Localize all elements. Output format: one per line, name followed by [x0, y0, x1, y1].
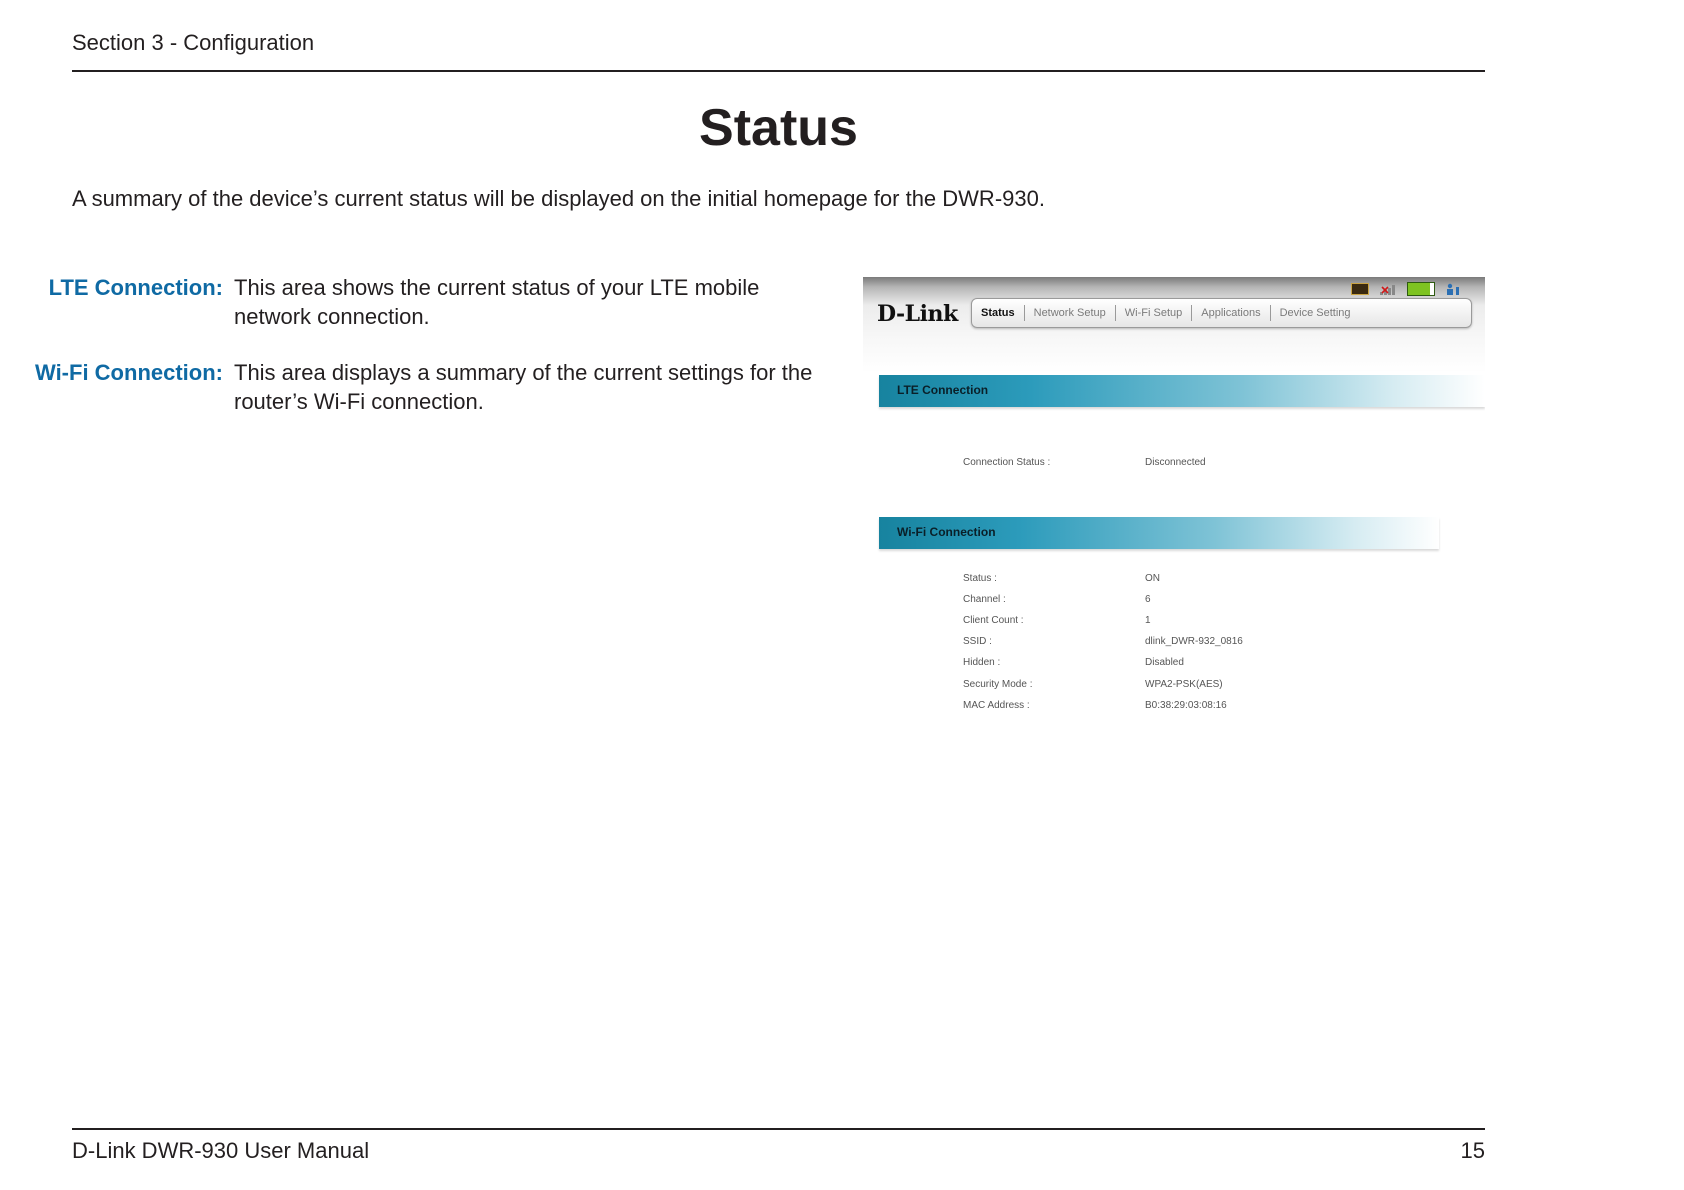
lte-connection-bar [879, 375, 1485, 407]
wifi-ssid-value: dlink_DWR-932_0816 [1145, 636, 1243, 647]
desc-wifi-connection: This area displays a summary of the current settings for the router’s Wi-Fi connection. [234, 360, 813, 414]
router-header [863, 277, 1485, 373]
term-lte-connection: LTE Connection: [48, 275, 223, 300]
wifi-channel-label: Channel : [963, 594, 1006, 605]
sim-icon [1351, 283, 1369, 295]
nav-tabs [971, 298, 1472, 328]
tab-status[interactable]: Status [972, 305, 1025, 321]
term-wifi-connection: Wi-Fi Connection: [35, 360, 223, 385]
wifi-client-count-label: Client Count : [963, 615, 1024, 626]
lte-connection-status-label: Connection Status : [963, 457, 1051, 468]
wifi-connection-bar [879, 517, 1439, 549]
dlink-logo: D-Link [877, 301, 958, 327]
wifi-security-mode-label: Security Mode : [963, 679, 1033, 690]
lte-connection-status-value: Disconnected [1145, 457, 1206, 468]
tab-device-setting[interactable]: Device Setting [1279, 307, 1351, 319]
tab-applications[interactable]: Applications [1192, 305, 1270, 321]
footer-manual-title: D-Link DWR-930 User Manual [72, 1138, 370, 1163]
section-header: Section 3 - Configuration [72, 30, 315, 55]
desc-lte-connection: This area shows the current status of your LTE mobile network connection. [234, 275, 760, 329]
status-icons [1351, 282, 1461, 296]
tab-network-setup[interactable]: Network Setup [1025, 305, 1116, 321]
wifi-hidden-label: Hidden : [963, 657, 1001, 668]
wifi-mac-address-label: MAC Address : [963, 700, 1030, 711]
signal-icon [1379, 283, 1397, 295]
battery-icon [1407, 282, 1435, 296]
wifi-channel-value: 6 [1145, 594, 1151, 605]
wifi-security-mode-value: WPA2-PSK(AES) [1145, 679, 1223, 690]
wifi-mac-address-value: B0:38:29:03:08:16 [1145, 700, 1227, 711]
router-ui-screenshot [863, 277, 1485, 727]
footer-rule [72, 1128, 1485, 1130]
lte-connection-title: LTE Connection [897, 383, 989, 397]
wifi-status-label: Status : [963, 573, 997, 584]
header-rule [72, 70, 1485, 72]
wifi-status-value: ON [1145, 573, 1160, 584]
intro-text: A summary of the device’s current status will be displayed on the initial homepage for the DWR-930. [72, 186, 1045, 211]
page-number: 15 [1460, 1138, 1485, 1163]
users-icon [1445, 283, 1461, 295]
page-title: Status [699, 99, 858, 157]
wifi-hidden-value: Disabled [1145, 657, 1184, 668]
wifi-ssid-label: SSID : [963, 636, 992, 647]
wifi-connection-title: Wi-Fi Connection [897, 525, 996, 539]
tab-wifi-setup[interactable]: Wi-Fi Setup [1116, 305, 1192, 321]
wifi-client-count-value: 1 [1145, 615, 1151, 626]
